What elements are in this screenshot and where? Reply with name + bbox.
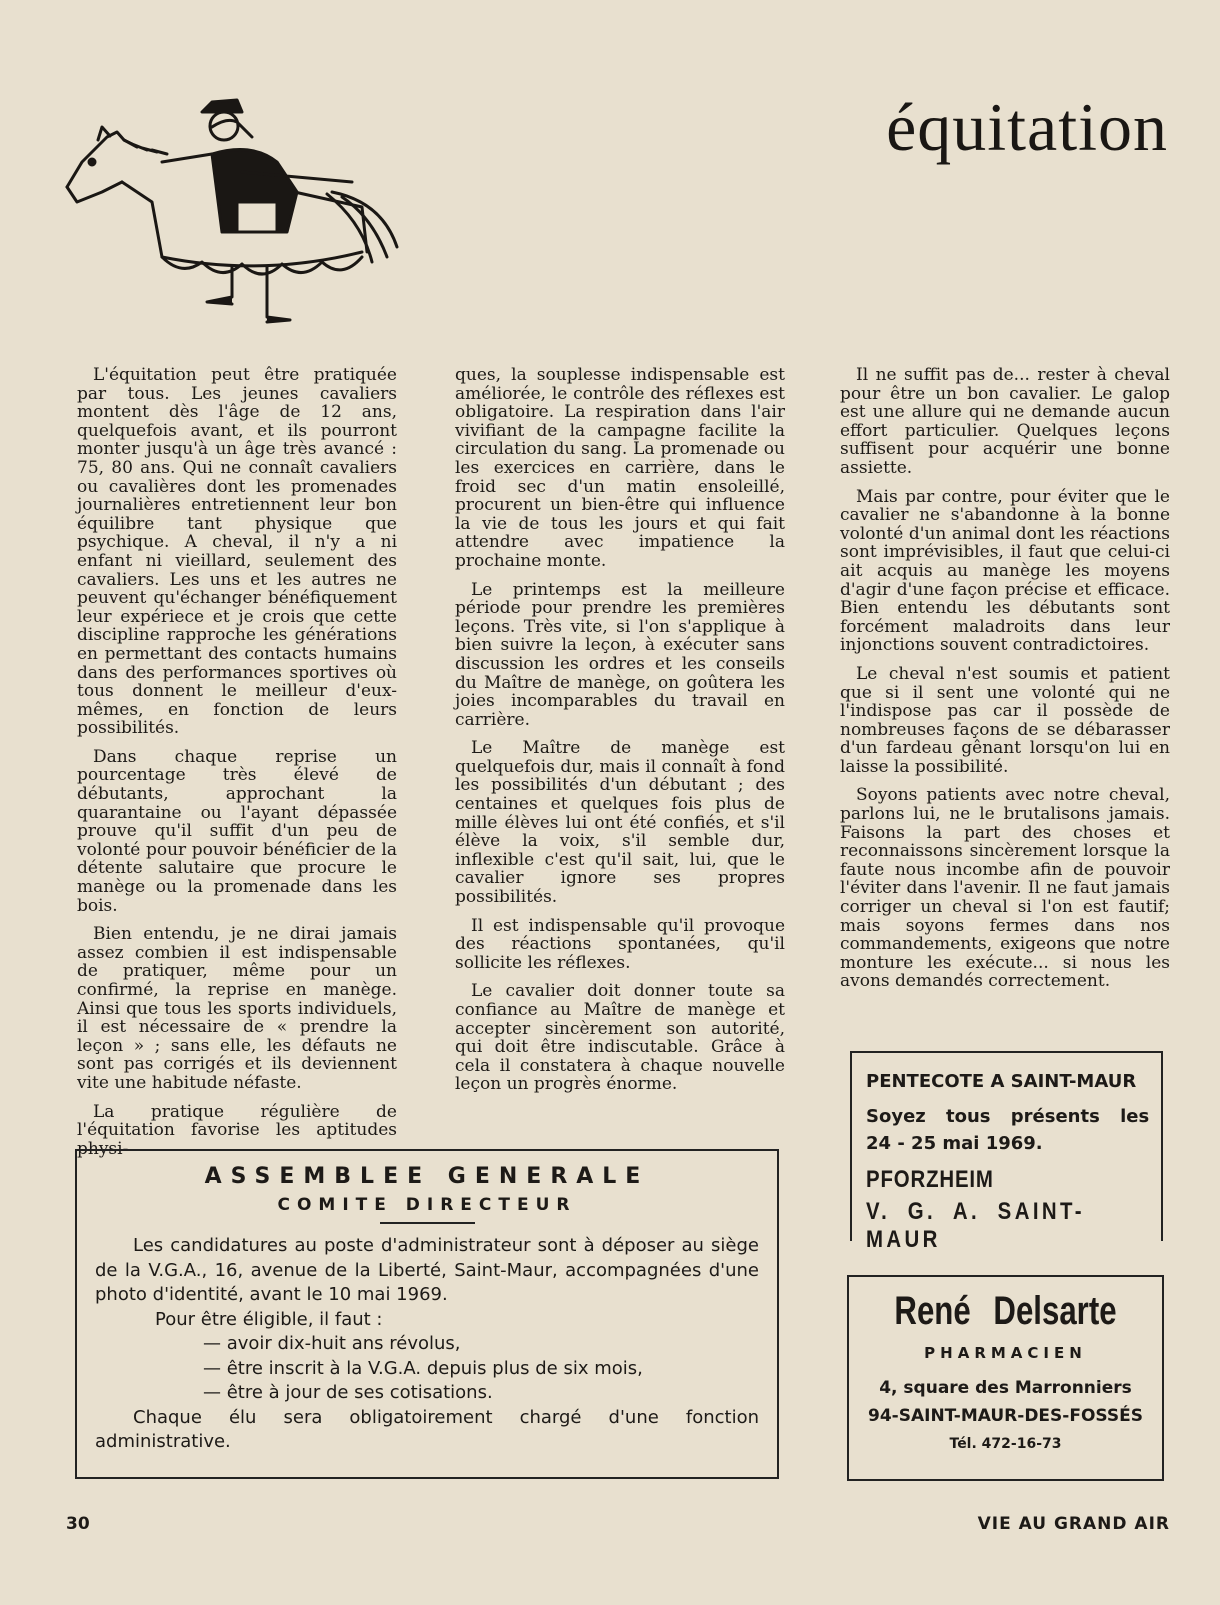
magazine-name: VIE AU GRAND AIR bbox=[977, 1514, 1170, 1534]
article-column-3 bbox=[840, 366, 1170, 1001]
assemblee-subheading: COMITE DIRECTEUR bbox=[277, 1195, 577, 1215]
assemblee-eligibility: Pour être éligible, il faut : bbox=[155, 1308, 383, 1330]
pentecote-title: PENTECOTE A SAINT-MAUR bbox=[866, 1071, 1137, 1092]
paragraph: Le cavalier doit donner toute sa confiance au Maître de manège et accepter sincèrement son autorité, qui doit être indiscutable. Grâce à cela il constatera à chaque nouvelle leçon un progrès énorme. bbox=[455, 981, 785, 1095]
paragraph: Mais par contre, pour éviter que le cavalier ne s'abandonne à la bonne volonté d'un animal dont les réactions sont imprévisibles, il faut que celui-ci ait acquis au manège les moyens d'agir d'une façon précise et efficace. Bien entendu les débutants sont forcément maladroits dans leur injonctions souvent contradictoires. bbox=[840, 486, 1170, 656]
assemblee-intro: Les candidatures au poste d'administrateur sont à déposer au siège de la V.G.A., 16, avenue de la Liberté, Saint-Maur, accompagnées d'une photo d'identité, avant le 10 mai 1969. bbox=[95, 1235, 759, 1305]
pentecote-line: Soyez tous présents les bbox=[866, 1106, 1150, 1127]
pharmacist-name: René Delsarte bbox=[894, 1289, 1117, 1333]
condition-item: — être à jour de ses cotisations. bbox=[203, 1382, 493, 1403]
pentecote-team-1: PFORZHEIM bbox=[866, 1166, 994, 1193]
assemblee-body bbox=[77, 1234, 777, 1455]
paragraph: Il ne suffit pas de... rester à cheval pour être un bon cavalier. Le galop est une allure qui ne demande aucun effort particulier. Quelques leçons suffisent pour acquérir une bonne assiette. bbox=[840, 365, 1170, 478]
paragraph: L'équitation peut être pratiquée par tous. Les jeunes cavaliers montent dès l'âge de 12 ans, quelquefois avant, et ils pourront monter jusqu'à un âge très avancé : 75, 80 ans. Qui ne connaît cavaliers ou cavalières dont les promenades journalières entretiennent leur bon équilibre tant physique que psychique. A cheval, il n'y a ni enfant ni vieillard, seulement des cavaliers. Les uns et les autres ne peuvent qu'échanger bénéfiquement leur expériece et je crois que cette discipline rapproche les générations en permettant des contacts humains dans des performances sportives où tous donnent le meilleur d'eux-mêmes, en fonction de leurs possibilités. bbox=[77, 365, 397, 739]
pentecote-box bbox=[850, 1051, 1163, 1253]
assemblee-closing: Chaque élu sera obligatoirement chargé d'une fonction administrative. bbox=[95, 1406, 759, 1452]
horse-rider-illustration bbox=[62, 92, 407, 332]
paragraph: La pratique régulière de l'équitation favorise les aptitudes physi- bbox=[77, 1101, 397, 1159]
paragraph: Dans chaque reprise un pourcentage très élevé de débutants, approchant la quarantaine ou l'ayant dépassée prouve qu'il suffit d'un peu de volonté pour pouvoir bénéficier de la détente salutaire que procure le manège ou la promenade dans les bois. bbox=[77, 746, 397, 916]
pharmacist-profession: PHARMACIEN bbox=[924, 1344, 1087, 1362]
pharmacy-city: 94-SAINT-MAUR-DES-FOSSÉS bbox=[868, 1406, 1143, 1426]
article-column-1 bbox=[77, 366, 397, 1168]
pharmacy-ad-box bbox=[847, 1275, 1164, 1481]
paragraph: Il est indispensable qu'il provoque des réactions spontanées, qu'il sollicite les réflexes. bbox=[455, 915, 785, 973]
assemblee-heading: ASSEMBLEE GENERALE bbox=[204, 1164, 650, 1189]
paragraph: Bien entendu, je ne dirai jamais assez combien il est indispensable de pratiquer, même pour un confirmé, la reprise en manège. Ainsi que tous les sports individuels, il est nécessaire de « prendre la leçon » ; sans elle, les défauts ne sont pas corrigés et ils deviennent vite une habitude néfaste. bbox=[77, 924, 397, 1093]
pharmacy-phone: Tél. 472-16-73 bbox=[949, 1436, 1062, 1452]
page-title: équitation bbox=[886, 89, 1168, 165]
condition-item: — avoir dix-huit ans révolus, bbox=[203, 1333, 461, 1354]
article-column-2 bbox=[455, 366, 785, 1104]
paragraph: Le Maître de manège est quelquefois dur, mais il connaît à fond les possibilités d'un débutant ; des centaines et quelques fois plus de mille élèves lui ont été confiés, et s'il élève la voix, s'il semble dur, inflexible c'est qu'il sait, lui, que le cavalier ignore ses propres possibilités. bbox=[455, 738, 785, 908]
divider bbox=[380, 1222, 475, 1224]
paragraph: Le printemps est la meilleure période pour prendre les premières leçons. Très vite, si l'on s'applique à bien suivre la leçon, à exécuter sans discussion les ordres et les conseils du Maître de manège, on goûtera les joies incomparables du travail en carrière. bbox=[455, 579, 785, 730]
assemblee-generale-box bbox=[75, 1149, 779, 1479]
pharmacy-address: 4, square des Marronniers bbox=[879, 1378, 1132, 1398]
page-number: 30 bbox=[66, 1514, 90, 1534]
paragraph: ques, la souplesse indispensable est améliorée, le contrôle des réflexes est obligatoire. La respiration dans l'air vivifiant de la campagne facilite la circulation du sang. La promenade ou les exercices en carrière, dans le froid sec d'un matin ensoleillé, procurent un bien-être qui influence la vie de tous les jours et qui fait attendre avec impatience la prochaine monte. bbox=[455, 365, 785, 571]
paragraph: Soyons patients avec notre cheval, parlons lui, ne le brutalisons jamais. Faisons la part des choses et reconnaissons sincèrement lorsque la faute nous incombe afin de pouvoir l'éviter dans l'avenir. Il ne faut jamais corriger un cheval si l'on est fautif; mais soyons fermes dans nos commandements, exigeons que notre monture les exécute... si nous les avons demandés correctement. bbox=[840, 785, 1170, 992]
pentecote-team-2: V. G. A. SAINT-MAUR bbox=[866, 1198, 1085, 1253]
pentecote-date: 24 - 25 mai 1969. bbox=[866, 1133, 1043, 1154]
condition-item: — être inscrit à la V.G.A. depuis plus de six mois, bbox=[203, 1357, 643, 1379]
paragraph: Le cheval n'est soumis et patient que si il sent une volonté qui ne l'indispose pas car il possède de nombreuses façons de se débarasser d'un fardeau gênant lorsqu'on lui en laisse la possibilité. bbox=[840, 663, 1170, 777]
